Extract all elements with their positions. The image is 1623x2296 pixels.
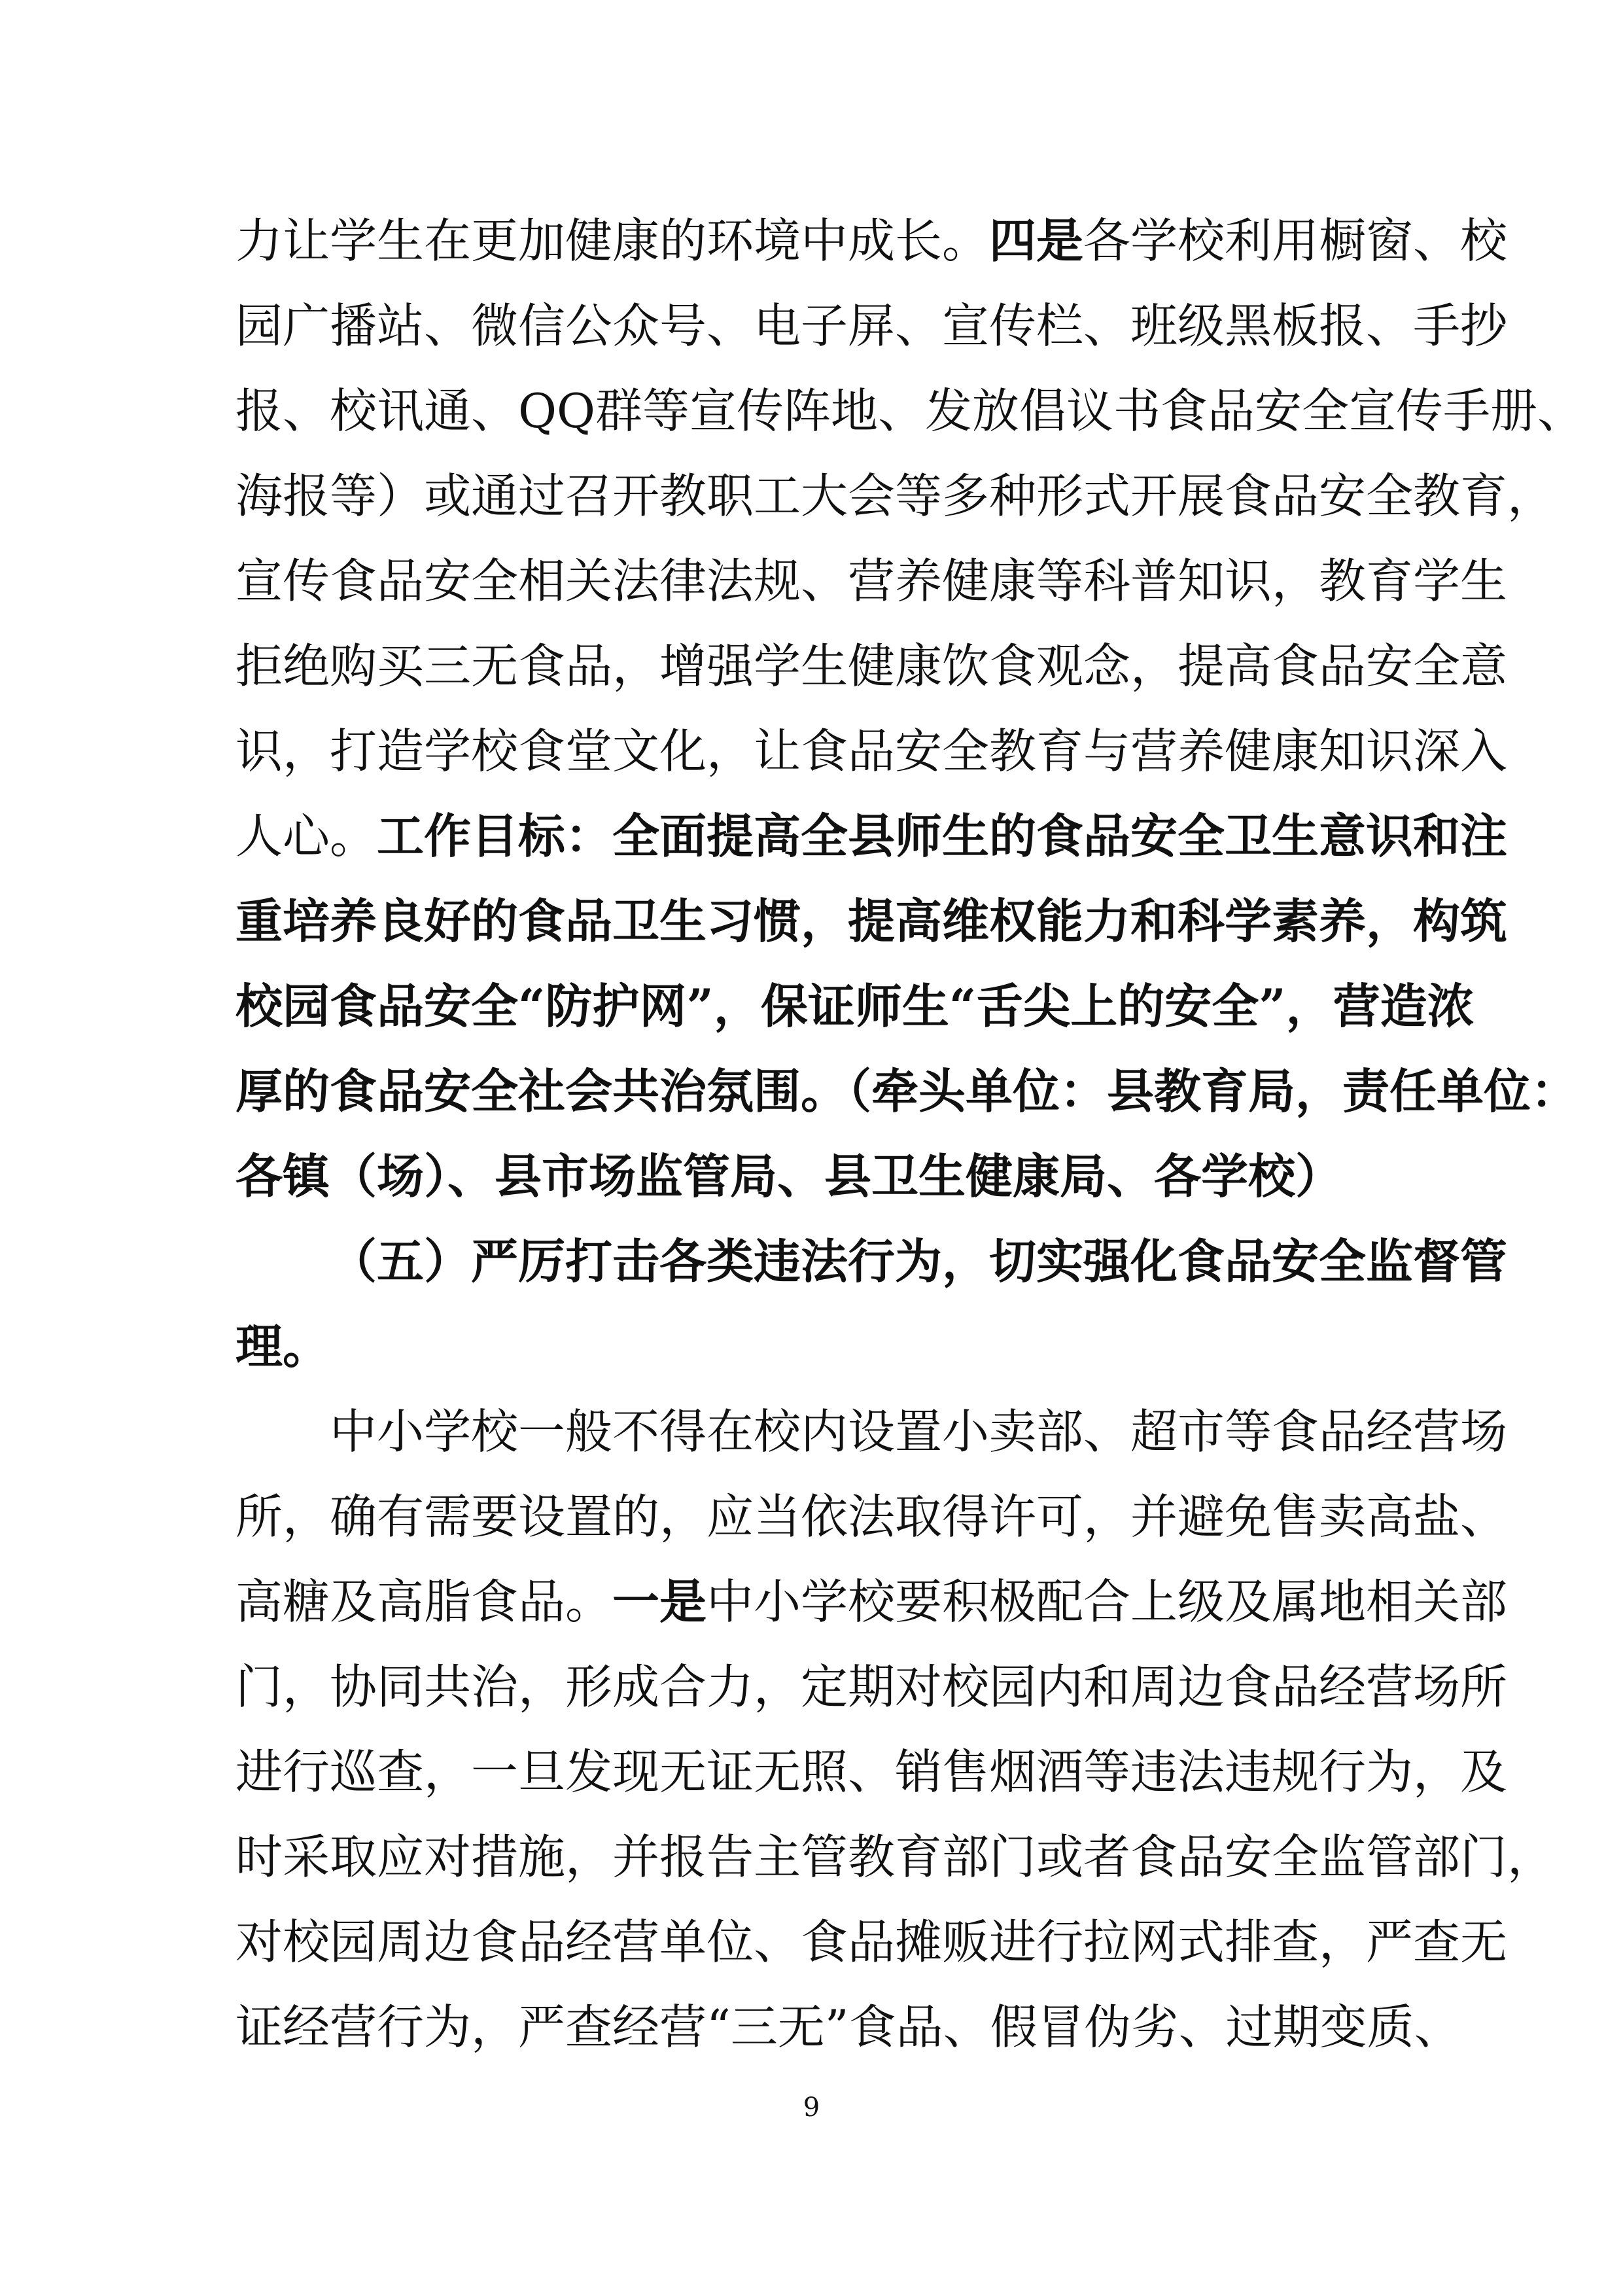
page-number: 9 <box>803 2093 820 2123</box>
text-line: 拒绝购买三无食品，增强学生健康饮食观念，提高食品安全意 <box>236 639 1508 694</box>
text-line: 识，打造学校食堂文化，让食品安全教育与营养健康知识深入 <box>236 724 1508 779</box>
text-line: 各镇（场）、县市场监管局、县卫生健康局、各学校） <box>236 1148 1343 1204</box>
text-line: 园广播站、微信公众号、电子屏、宣传栏、班级黑板报、手抄 <box>236 298 1508 353</box>
text-line: 报、校讯通、QQ群等宣传阵地、发放倡议书食品安全宣传手册、 <box>236 383 1585 438</box>
text-line: 时采取应对措施，并报告主管教育部门或者食品安全监管部门， <box>236 1829 1555 1884</box>
section-heading: 理。 <box>236 1318 330 1374</box>
text-line: 所，确有需要设置的，应当依法取得许可，并避免售卖高盐、 <box>236 1489 1508 1544</box>
text-line: 重培养良好的食品卫生习惯，提高维权能力和科学素养，构筑 <box>236 893 1508 949</box>
text-line: 进行巡查，一旦发现无证无照、销售烟酒等违法违规行为，及 <box>236 1744 1508 1799</box>
text-line: 中小学校一般不得在校内设置小卖部、超市等食品经营场 <box>330 1404 1508 1459</box>
text-line: 证经营行为，严查经营“三无”食品、假冒伪劣、过期变质、 <box>236 2000 1461 2055</box>
text-line: 高糖及高脂食品。一是中小学校要积极配合上级及属地相关部 <box>236 1574 1508 1629</box>
text-line: 对校园周边食品经营单位、食品摊贩进行拉网式排查，严查无 <box>236 1915 1508 1969</box>
text-line: 厚的食品安全社会共治氛围。（牵头单位：县教育局，责任单位： <box>236 1063 1579 1119</box>
text-line: 宣传食品安全相关法律法规、营养健康等科普知识，教育学生 <box>236 554 1508 609</box>
text-line: 校园食品安全“防护网”，保证师生“舌尖上的安全”，营造浓 <box>236 978 1475 1034</box>
section-heading: （五）严厉打击各类违法行为，切实强化食品安全监督管 <box>330 1233 1508 1289</box>
text-line: 人心。工作目标：全面提高全县师生的食品安全卫生意识和注 <box>236 808 1508 864</box>
text-line: 海报等）或通过召开教职工大会等多种形式开展食品安全教育， <box>236 468 1555 523</box>
text-line: 力让学生在更加健康的环境中成长。四是各学校利用橱窗、校 <box>236 213 1508 268</box>
text-line: 门，协同共治，形成合力，定期对校园内和周边食品经营场所 <box>236 1659 1508 1714</box>
